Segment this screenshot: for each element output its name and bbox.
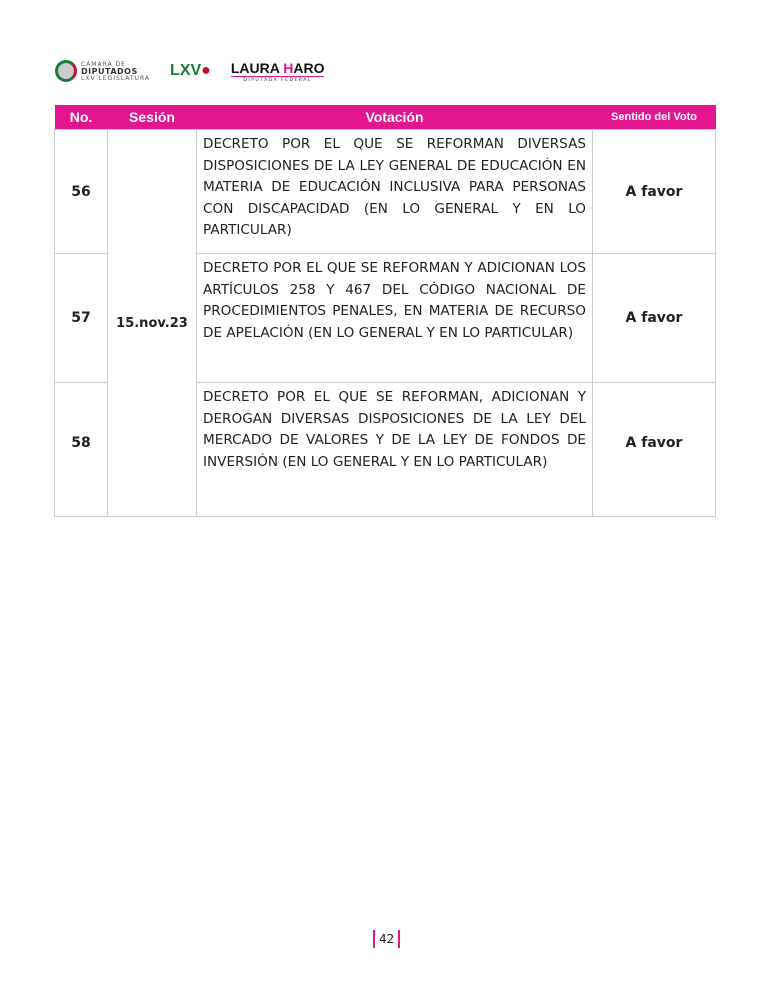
divider — [373, 930, 375, 948]
camara-diputados-logo — [55, 60, 150, 82]
logo-text: LXV LEGISLATURA — [81, 74, 151, 82]
page-number-text: 42 — [379, 932, 395, 946]
vote-sense: A favor — [593, 383, 716, 517]
session-date: 15.nov.23 — [108, 130, 197, 517]
vote-description: DECRETO POR EL QUE SE REFORMAN DIVERSAS DISPOSICIONES DE LA LEY GENERAL DE EDUCACIÓN EN MATERIA DE EDUCACIÓN INCLUSIVA PARA PERSONAS CON DISCAPACIDAD (EN LO GENERAL Y EN LO PARTICULAR) — [197, 130, 593, 254]
logo-text: DIPUTADOS — [81, 66, 138, 76]
vote-description: DECRETO POR EL QUE SE REFORMAN, ADICIONAN Y DEROGAN DIVERSAS DISPOSICIONES DE LA LEY DEL MERCADO DE VALORES Y DE LA LEY DE FONDOS DE INVERSIÓN (EN LO GENERAL Y EN LO PARTICULAR) — [197, 383, 593, 517]
lxv-logo — [170, 62, 211, 80]
page-number — [369, 930, 404, 948]
row-number: 56 — [55, 130, 108, 254]
vote-sense: A favor — [593, 254, 716, 383]
row-number: 57 — [55, 254, 108, 383]
table-row — [55, 130, 716, 254]
logo-text: CÁMARA DE — [81, 60, 126, 68]
seal-icon — [55, 60, 77, 82]
logo-text: LXV — [170, 62, 202, 79]
header-logos — [55, 55, 324, 87]
logo-subtitle: DIPUTADA FEDERAL — [231, 76, 325, 83]
logo-text: ARO — [293, 59, 325, 76]
divider — [398, 930, 400, 948]
laura-haro-logo — [231, 60, 325, 83]
vote-sense: A favor — [593, 130, 716, 254]
logo-text: LAURA — [230, 59, 284, 76]
logo-text: H — [283, 59, 294, 76]
header-no: No. — [55, 105, 108, 130]
row-number: 58 — [55, 383, 108, 517]
votes-table — [54, 105, 716, 517]
header-sentido: Sentido del Voto — [593, 105, 716, 130]
vote-description: DECRETO POR EL QUE SE REFORMAN Y ADICIONAN LOS ARTÍCULOS 258 Y 467 DEL CÓDIGO NACIONAL DE PROCEDIMIENTOS PENALES, EN MATERIA DE RECURSO DE APELACIÓN (EN LO GENERAL Y EN LO PARTICULAR) — [197, 254, 593, 383]
header-votacion: Votación — [197, 105, 593, 130]
table-header — [55, 105, 716, 130]
party-icon: ● — [201, 62, 211, 79]
header-sesion: Sesión — [108, 105, 197, 130]
